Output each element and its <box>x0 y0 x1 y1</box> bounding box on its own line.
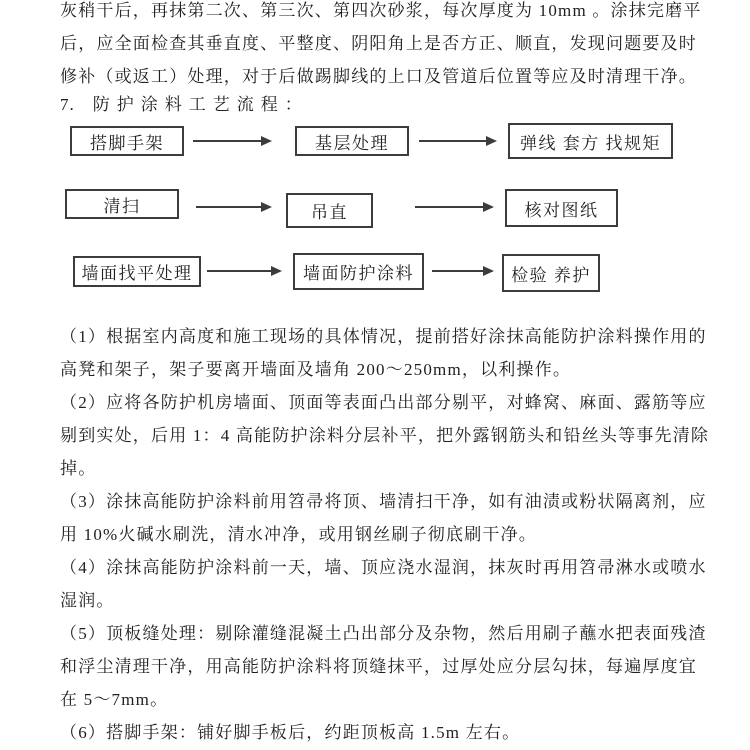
flow-arrow-icon <box>193 140 261 142</box>
intro-line: 后，应全面检查其垂直度、平整度、阴阳角上是否方正、顺直，发现问题要及时 <box>60 34 697 53</box>
paragraph-line: （5）顶板缝处理：剔除灌缝混凝土凸出部分及杂物，然后用刷子蘸水把表面残渣 <box>60 624 707 643</box>
paragraph-line: 掉。 <box>60 459 97 478</box>
flow-arrow-icon <box>207 270 271 272</box>
flow-arrow-icon <box>432 270 483 272</box>
paragraph-line: 剔到实处，后用 1：4 高能防护涂料分层补平，把外露钢筋头和铅丝头等事先清除 <box>60 426 710 445</box>
flow-step-cleaning: 清扫 <box>65 189 179 219</box>
flow-step-snap-lines: 弹线 套方 找规矩 <box>508 123 673 159</box>
flow-step-scaffolding: 搭脚手架 <box>70 126 184 156</box>
body-paragraphs <box>60 320 742 749</box>
paragraph-line: 在 5～7mm。 <box>60 690 169 709</box>
flow-arrow-icon <box>419 140 486 142</box>
paragraph-line: （1）根据室内高度和施工现场的具体情况，提前搭好涂抹高能防护涂料操作用的 <box>60 327 707 346</box>
intro-line: 修补（或返工）处理，对于后做踢脚线的上口及管道后位置等应及时清理干净。 <box>60 67 697 86</box>
flow-step-check-drawings: 核对图纸 <box>505 189 618 227</box>
flow-step-wall-leveling: 墙面找平处理 <box>73 256 201 287</box>
section-title: 防护涂料工艺流程： <box>92 95 309 114</box>
paragraph-line: 湿润。 <box>60 591 115 610</box>
flow-arrow-icon <box>415 206 483 208</box>
flow-arrow-icon <box>196 206 261 208</box>
paragraph-line: 用 10%火碱水刷洗，清水冲净，或用钢丝刷子彻底刷干净。 <box>60 525 538 544</box>
intro-line: 灰稍干后，再抹第二次、第三次、第四次砂浆，每次厚度为 10mm 。涂抹完磨平 <box>60 1 702 20</box>
process-flowchart <box>0 0 750 310</box>
flow-step-inspection-curing: 检验 养护 <box>502 254 600 292</box>
section-number: 7. <box>60 95 75 114</box>
flow-step-protective-coating: 墙面防护涂料 <box>293 253 424 290</box>
paragraph-line: 高凳和架子，架子要离开墙面及墙角 200～250mm，以利操作。 <box>60 360 572 379</box>
paragraph-line: （3）涂抹高能防护涂料前用笤帚将顶、墙清扫干净，如有油渍或粉状隔离剂，应 <box>60 492 707 511</box>
paragraph-line: 和浮尘清理干净，用高能防护涂料将顶缝抹平，过厚处应分层勾抹，每遍厚度宜 <box>60 657 697 676</box>
paragraph-line: （6）搭脚手架：铺好脚手板后，约距顶板高 1.5m 左右。 <box>60 723 521 742</box>
flow-step-base-treatment: 基层处理 <box>295 126 409 156</box>
paragraph-line: （4）涂抹高能防护涂料前一天，墙、顶应浇水湿润，抹灰时再用笤帚淋水或喷水 <box>60 558 707 577</box>
paragraph-line: （2）应将各防护机房墙面、顶面等表面凸出部分剔平，对蜂窝、麻面、露筋等应 <box>60 393 707 412</box>
flow-step-plumbing: 吊直 <box>286 193 373 228</box>
